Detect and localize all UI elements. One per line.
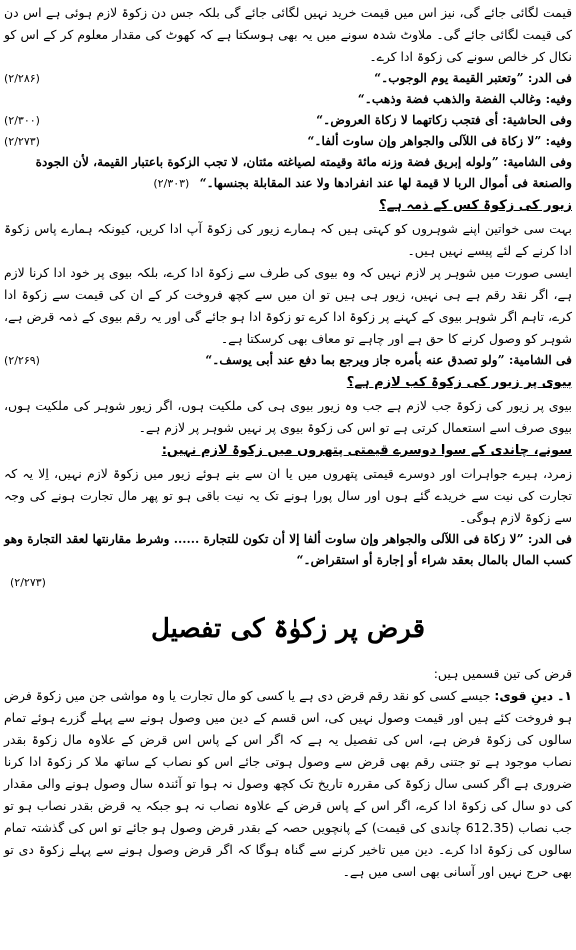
citation-ref: (۲/۳۰۳) (153, 177, 190, 190)
quote-text: وفیه: ”لا زكاة فی اللآلی والجواهر وإن ساوت ألفا۔“ (307, 134, 572, 148)
arabic-quote-hashiya (4, 110, 572, 131)
paragraph-strong-debt (4, 685, 572, 883)
citation-ref: (۲/۲۸۶) (4, 72, 40, 85)
quote-text: فی الدر: ”وتعتبر القیمة یوم الوجوب۔“ (374, 71, 572, 85)
citation-ref-standalone: (۲/۲۷۳) (10, 576, 46, 589)
arabic-quote-durr-1 (4, 68, 572, 89)
paragraph-precious-stones: زمرد، ہیرے جواہرات اور دوسرے قیمتی پتھروں میں یا ان سے بنے ہوئے زیور میں زکوۃ لازم نہیں، اِلا یہ کہ تجارت کی نیت سے خریدے گئے ہوں اور سال پورا ہونے تک یہ نیت باقی ہو تو پھر مال تجارت ہونے کی وجہ سے زکوۃ لازم ہوگی۔ (4, 466, 572, 525)
quote-text: فی الشامیة: ”ولو تصدق عنه بأمره جاز ویرجع بما دفع عند أبی یوسف۔“ (205, 353, 572, 367)
quote-text: وفی الحاشیة: أی فتجب زكاتهما لا زكاة العروض۔“ (316, 113, 572, 127)
arabic-quote-durr-2: فی الدر: ”لا زكاة فی اللآلی والجواهر وإن ساوت ألفا إلا أن تكون للتجارة ...... وشرط مقارنتها لعقد التجارة وهو كسب المال بالمال بعقد شراء أو إجارة أو استقراض۔“ (4, 532, 572, 567)
paragraph-wives-request: بہت سی خواتین اپنے شوہروں کو کہتی ہیں کہ ہمارے زیور کی زکوۃ آپ ادا کریں، کیونکہ ہمارے پاس زکوۃ ادا کرنے کے لئے پیسے نہیں ہیں۔ (4, 221, 572, 258)
paragraph-gold-valuation: قیمت لگائی جائے گی، نیز اس میں قیمت خرید نہیں لگائی جائے گی بلکہ جس دن زکوۃ لازم ہوئی ہے اس دن کی قیمت لگائی جائے گی۔ ملاوٹ شدہ سونے میں یہ بھی ہوسکتا ہے کہ کھوٹ کی مقدار معلوم کر کے اس کو نکال کر خالص سونے کی زکوۃ ادا کرے۔ (4, 5, 572, 64)
citation-ref: (۲/۳۰۰) (4, 114, 40, 127)
citation-ref: (۲/۲۶۹) (4, 354, 40, 367)
item-text: جیسے کسی کو نقد رقم قرض دی ہے یا کسی کو مال تجارت یا وہ مواشی جن میں زکوۃ فرض ہو فروخت کئے ہیں اور قیمت وصول نہیں کی، اس قسم کے دین میں وصول ہونے سے پہلے گزرے ہوئے تمام سالوں کی زکوۃ فرض ہے، اس کی تفصیل یہ ہے کہ اگر اس کے پاس اس قرض کے علاوہ مال زکوۃ بقدر نصاب موجود ہے تو جتنی رقم بھی قرض سے وصول ہوتی جائے اس کو نصاب کے ساتھ ملا کر زکوۃ ادا کرنا ضروری ہے اگر کسی سال زکوۃ کی مقررہ تاریخ تک کچھ وصول نہ ہوا تو آئندہ سال وصول ہونے والی مقدار کی دو سال کی زکوۃ ادا کرے، اگر اس کے پاس قرض کے علاوہ نصاب نہ ہو جبکہ یہ قرض بقدر نصاب ہو تو جب نصاب (612.35 چاندی کی قیمت) کے پانچویں حصہ کے بقدر قرض وصول ہو جائے تو اس کی گذشتہ تمام سالوں کی زکوۃ ادا کرے۔ دین میں تاخیر کرنے سے گناہ ہوگا کہ اگر قرض وصول ہونے سے پہلے زکوۃ دی تو بھی حرج نہیں اور آسانی بھی اسی میں ہے۔ (4, 688, 572, 879)
chapter-title-row (4, 609, 572, 649)
paragraph-ownership: بیوی پر زیور کی زکوۃ جب لازم ہے جب وہ زیور بیوی ہی کی ملکیت ہوں، اگر زیور شوہر کی ملکیت ہوں، بیوی صرف اسے استعمال کرتی ہے تو اس کی زکوۃ بیوی پر نہیں شوہر پر لازم ہے۔ (4, 398, 572, 435)
arabic-quote-shamiya-2 (4, 350, 572, 371)
section-heading-wife-obligation: بیوی پر زیور کی زکوۃ کب لازم ہے؟ (346, 375, 572, 390)
arabic-quote-shamiya-1 (4, 152, 572, 194)
item-label: دینِ قوی: (494, 688, 554, 703)
arabic-quote-wafih-2 (4, 131, 572, 152)
paragraph-husband-not-obligated: ایسی صورت میں شوہر پر لازم نہیں کہ وہ بیوی کی طرف سے زکوۃ ادا کرے، بلکہ بیوی پر خود ادا کرنا لازم ہے، اگر نقد رقم ہے ہی نہیں، زیور ہی ہیں تو ان میں سے کچھ فروخت کر کے ان کی قیمت سے زکوۃ ادا کرے، تاہم اگر شوہر بیوی کے کہنے پر زکوۃ ادا کرے تو زکوۃ ادا ہو جائے گی اور یہ رقم بیوی کے ذمہ قرض ہے، شوہر کو وصول کرنے کا حق ہے اور چاہے تو معاف بھی کرسکتا ہے۔ (4, 265, 572, 346)
arabic-quote-wafih-1: وفیه: وغالب الفضة والذهب فضة وذهب۔“ (357, 92, 572, 106)
section-heading-jewelry-zakat-responsibility: زیور کی زکوۃ کس کے ذمہ ہے؟ (379, 198, 572, 213)
quote-text: وفی الشامیة: ”ولوله إبریق فضة وزنه مائة وقیمته لصیاغته مئتان، لا تجب الزكوة باعتبار القیمة، لأن الجودة والصنعة فی أموال الربا لا قیمة لها عند انفرادها ولا عند المقابلة بجنسها۔“ (35, 155, 572, 190)
section-heading-precious-stones: سونے، چاندی کے سوا دوسرے قیمتی پتھروں میں زکوۃ لازم نہیں: (161, 443, 572, 458)
citation-ref: (۲/۲۷۳) (4, 135, 40, 148)
paragraph-loan-types-intro: قرض کی تین قسمیں ہیں: (433, 666, 572, 681)
item-number: ۱۔ (557, 688, 572, 703)
chapter-title: قرض پر زکوٰۃ کی تفصیل (150, 614, 426, 644)
